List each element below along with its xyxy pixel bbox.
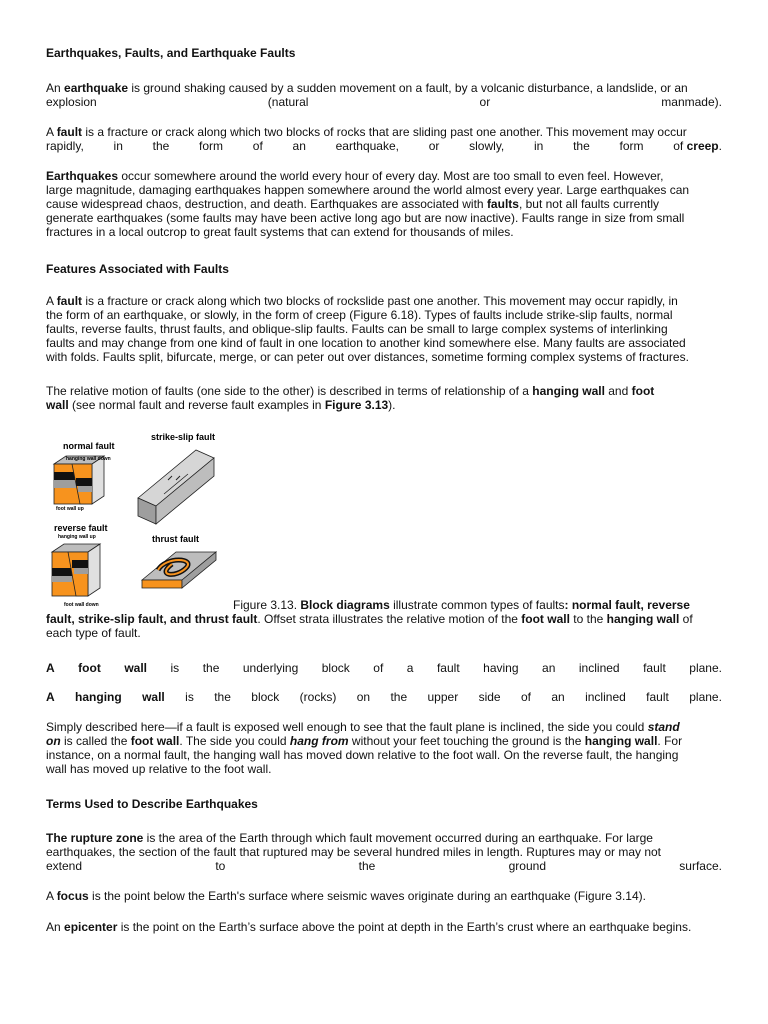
p4-line3: faults, reverse faults, thrust faults, and oblique-slip faults. Faults can be small to large complex systems of interlinking: [46, 322, 668, 336]
definition-hanging-wall: A hanging wall is the block (rocks) on the upper side of an inclined fault plane.: [46, 690, 722, 704]
heading-earthquakes-faults: Earthquakes, Faults, and Earthquake Faults: [46, 46, 296, 60]
caption-line1: Figure 3.13. Block diagrams illustrate common types of faults: normal fault, reverse: [233, 598, 690, 612]
fault-block-diagrams: [46, 428, 236, 612]
heading-terms: Terms Used to Describe Earthquakes: [46, 797, 258, 811]
p3-line1: Earthquakes occur somewhere around the world every hour of every day. Most are too small to even feel. However,: [46, 169, 664, 183]
normal-fault-label: normal fault: [63, 441, 115, 451]
heading-features: Features Associated with Faults: [46, 262, 229, 276]
p6-line1: Simply described here—if a fault is exposed well enough to see that the fault plane is inclined, the side you could stand: [46, 720, 680, 734]
p3-line3: cause widespread chaos, destruction, and death. Earthquakes are associated with faults, but not all faults currently: [46, 197, 660, 211]
p2-line2: rapidly, in the form of an earthquake, or slowly, in the form of creep.: [46, 139, 722, 153]
p3-line2: large magnitude, damaging earthquakes happen somewhere around the world almost every year. Large earthquakes can: [46, 183, 690, 197]
foot-wall-up-label: foot wall up: [56, 506, 84, 512]
reverse-fault-diagram: [52, 544, 100, 596]
p4-line4: faults and may change from one kind of fault in one location to another kind somewhere else. Many faults are associated: [46, 336, 686, 350]
thrust-fault-diagram: [142, 552, 216, 588]
caption-line2: fault, strike-slip fault, and thrust fault. Offset strata illustrates the relative motion of the foot wall to the hanging wall of: [46, 612, 693, 626]
p3-line4: generate earthquakes (some faults may have been active long ago but are now inactive). Faults range in size from small: [46, 211, 685, 225]
p4-line1: A fault is a fracture or crack along which two blocks of rockslide past one another. This movement may occur rapidly, in: [46, 294, 678, 308]
p7-line3: extend to the ground surface.: [46, 859, 722, 873]
hanging-wall-down-label: hanging wall down: [66, 456, 111, 462]
p1-line1: An earthquake is ground shaking caused by a sudden movement on a fault, by a volcanic disturbance, a landslide, or an: [46, 81, 688, 95]
p6-line4: wall has moved up relative to the foot wall.: [46, 762, 272, 776]
definition-foot-wall: A foot wall is the underlying block of a fault having an inclined fault plane.: [46, 661, 722, 675]
p8-focus: A focus is the point below the Earth's surface where seismic waves originate during an earthquake (Figure 3.14).: [46, 889, 646, 903]
p2-line1: A fault is a fracture or crack along which two blocks of rocks that are sliding past one another. This movement may occur: [46, 125, 687, 139]
p7-line2: earthquakes, the section of the fault that ruptured may be several hundred miles in length. Ruptures may or may not: [46, 845, 662, 859]
p5-line1: The relative motion of faults (one side to the other) is described in terms of relationship of a hanging wall and foot: [46, 384, 655, 398]
p9-epicenter: An epicenter is the point on the Earth’s surface above the point at depth in the Earth’s crust where an earthquake begins.: [46, 920, 692, 934]
p3-line5: fractures in a local outcrop to great fault systems that can extend for thousands of miles.: [46, 225, 514, 239]
strike-slip-fault-label: strike-slip fault: [151, 432, 216, 442]
p5-line2: wall (see normal fault and reverse fault examples in Figure 3.13).: [46, 398, 396, 412]
p6-line2: on is called the foot wall. The side you could hang from without your feet touching the ground is the hanging wall. For: [46, 734, 683, 748]
hanging-wall-up-label: hanging wall up: [58, 534, 96, 540]
p6-line3: instance, on a normal fault, the hanging wall has moved down relative to the foot wall. On the reverse fault, the hanging: [46, 748, 679, 762]
caption-line3: each type of fault.: [46, 626, 141, 640]
p4-line5: with folds. Faults split, bifurcate, merge, or can peter out over distances, sometime forming complex systems of fractures.: [46, 350, 689, 364]
thrust-fault-label: thrust fault: [152, 534, 199, 544]
reverse-fault-label: reverse fault: [54, 523, 108, 533]
foot-wall-down-label: foot wall down: [64, 602, 99, 608]
p7-line1: The rupture zone is the area of the Earth through which fault movement occurred during an earthquake. For large: [46, 831, 653, 845]
p1-line2: explosion (natural or manmade).: [46, 95, 722, 109]
strike-slip-fault-diagram: [138, 450, 214, 524]
normal-fault-diagram: [54, 456, 104, 504]
p4-line2: the form of an earthquake, or slowly, in the form of creep (Figure 6.18). Types of faults include strike-slip faults, normal: [46, 308, 673, 322]
